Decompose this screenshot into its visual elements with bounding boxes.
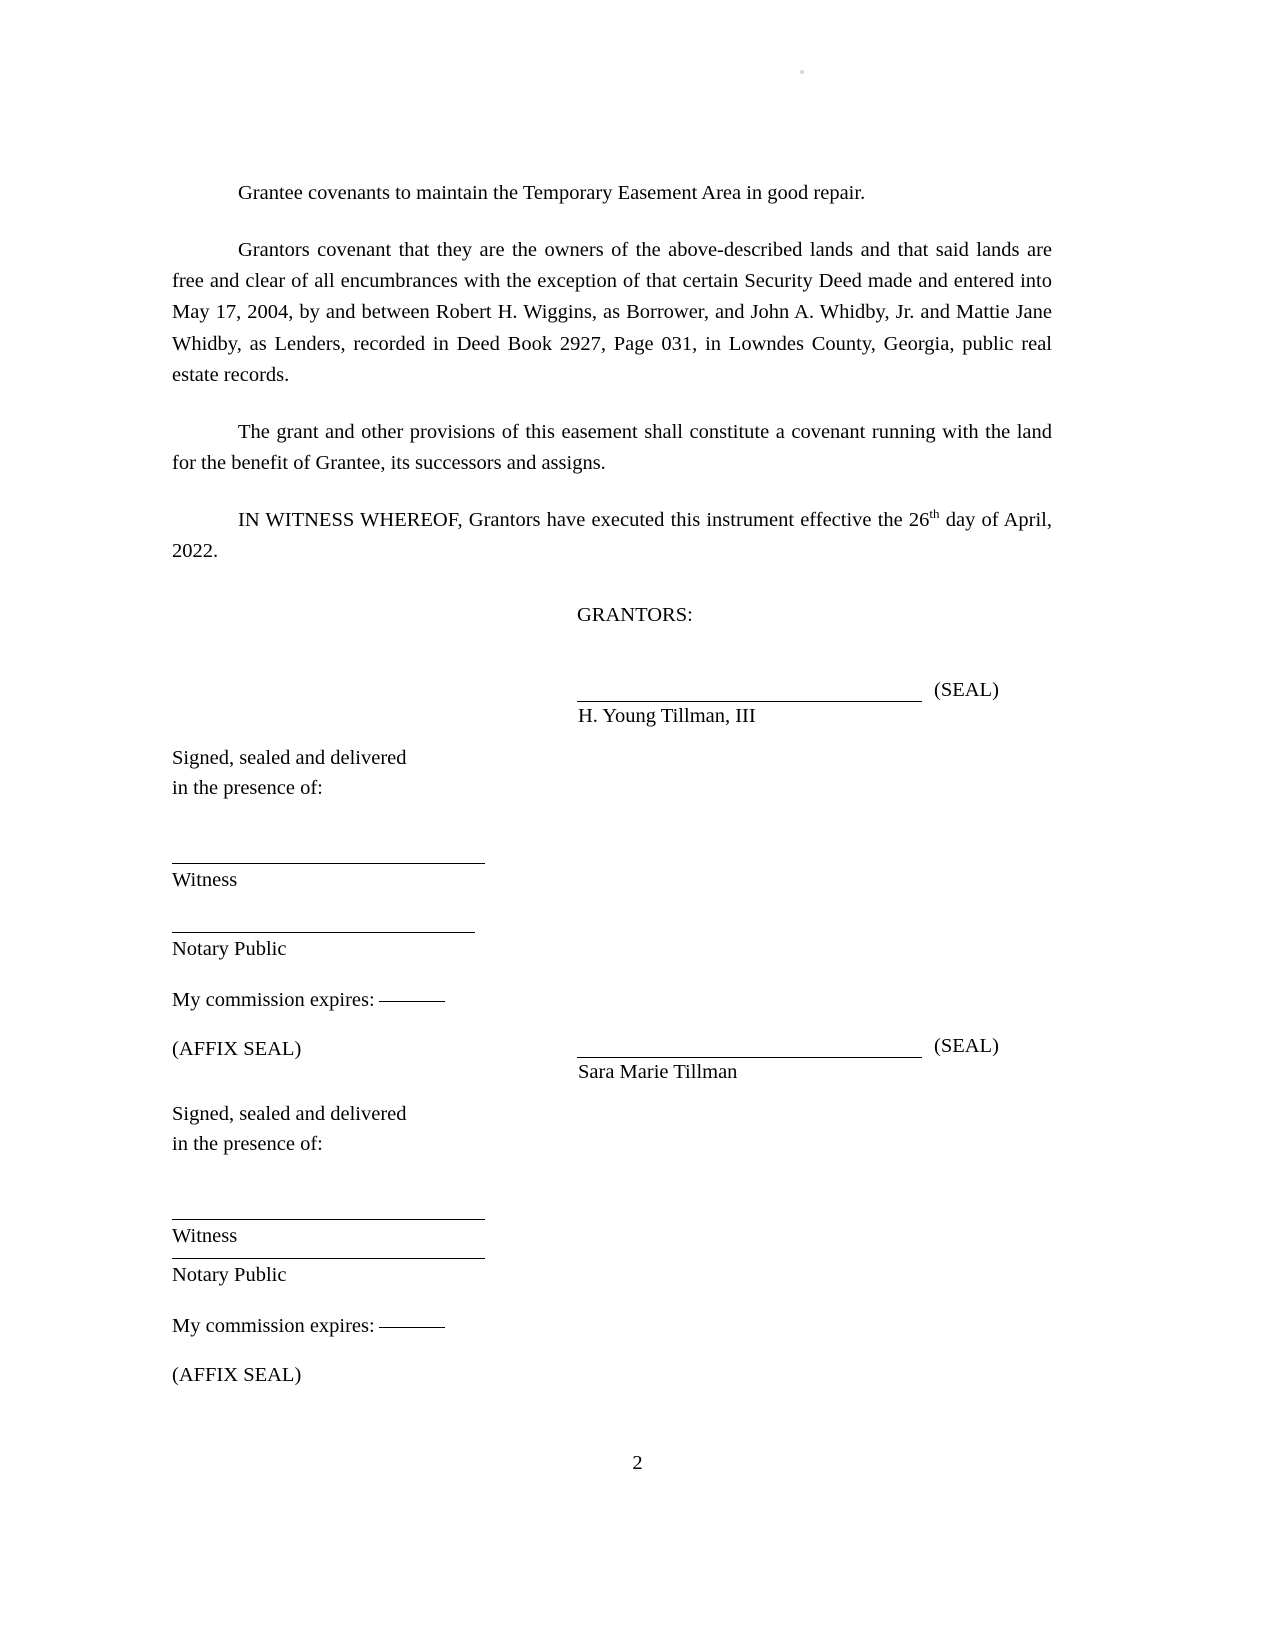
- signature-line-row-2: [577, 1035, 1052, 1058]
- witness-signature-line-1[interactable]: [172, 862, 485, 864]
- witness-clause-ordinal-suffix: th: [929, 506, 940, 522]
- attestation-block-2: [172, 1099, 512, 1388]
- commission-expires-1: [172, 989, 512, 1012]
- commission-expires-label-1: My commission expires:: [172, 989, 375, 1012]
- paragraph-ownership-covenant: Grantors covenant that they are the owners of the above-described lands and that said lands are free and clear of all encumbrances with the exception of that certain Security Deed made and entered into May 17, 2004, by and between Robert H. Wiggins, as Borrower, and John A. Whidby, Jr. and Mattie Jane Whidby, as Lenders, recorded in Deed Book 2927, Page 031, in Lowndes County, Georgia, public real estate records.: [172, 239, 1052, 386]
- grantors-heading: GRANTORS:: [577, 603, 693, 626]
- witness-label-1: Witness: [172, 869, 238, 892]
- signature-line-row-1: [577, 679, 1052, 702]
- page-number: 2: [632, 1452, 643, 1474]
- document-body: [172, 178, 1052, 1413]
- witness-signature-line-2[interactable]: [172, 1218, 485, 1220]
- notary-label-1: Notary Public: [172, 937, 287, 960]
- signature-line-grantor-2[interactable]: [577, 1037, 922, 1058]
- notary-label-2: Notary Public: [172, 1263, 287, 1286]
- seal-marker-1: (SEAL): [934, 678, 999, 701]
- commission-expires-field-1[interactable]: [379, 1000, 445, 1002]
- witness-clause-text-before: IN WITNESS WHEREOF, Grantors have executed this instrument effective the 26: [238, 509, 930, 532]
- seal-marker-2: (SEAL): [934, 1034, 999, 1057]
- attestation-line-1a: Signed, sealed and delivered: [172, 746, 407, 769]
- attestation-line-2a: Signed, sealed and delivered: [172, 1102, 407, 1125]
- affix-seal-2: (AFFIX SEAL): [172, 1364, 302, 1387]
- witness-label-2: Witness: [172, 1225, 238, 1248]
- attestation-line-2b: in the presence of:: [172, 1133, 323, 1156]
- witness-clause-text-after: day of April, 2022.: [172, 509, 1052, 563]
- affix-seal-1: (AFFIX SEAL): [172, 1038, 302, 1061]
- paragraph-maintenance-covenant: Grantee covenants to maintain the Temporary Easement Area in good repair.: [238, 182, 866, 204]
- notary-signature-line-1[interactable]: [172, 931, 475, 933]
- signer-name-grantor-1: H. Young Tillman, III: [578, 704, 756, 727]
- page-speck: [800, 70, 804, 74]
- paragraph-witness-whereof: [172, 505, 1052, 567]
- commission-expires-field-2[interactable]: [379, 1326, 445, 1328]
- attestation-line-1b: in the presence of:: [172, 777, 323, 800]
- commission-expires-label-2: My commission expires:: [172, 1315, 375, 1338]
- signature-area: [172, 653, 1052, 1413]
- signer-name-grantor-2: Sara Marie Tillman: [578, 1060, 738, 1083]
- paragraph-covenant-running-with-land: The grant and other provisions of this easement shall constitute a covenant running with the land for the benefit of Grantee, its successors and assigns.: [172, 420, 1052, 475]
- attestation-block-1: [172, 743, 512, 1062]
- signature-line-grantor-1[interactable]: [577, 681, 922, 702]
- commission-expires-2: [172, 1315, 512, 1338]
- notary-signature-line-2[interactable]: [172, 1257, 485, 1259]
